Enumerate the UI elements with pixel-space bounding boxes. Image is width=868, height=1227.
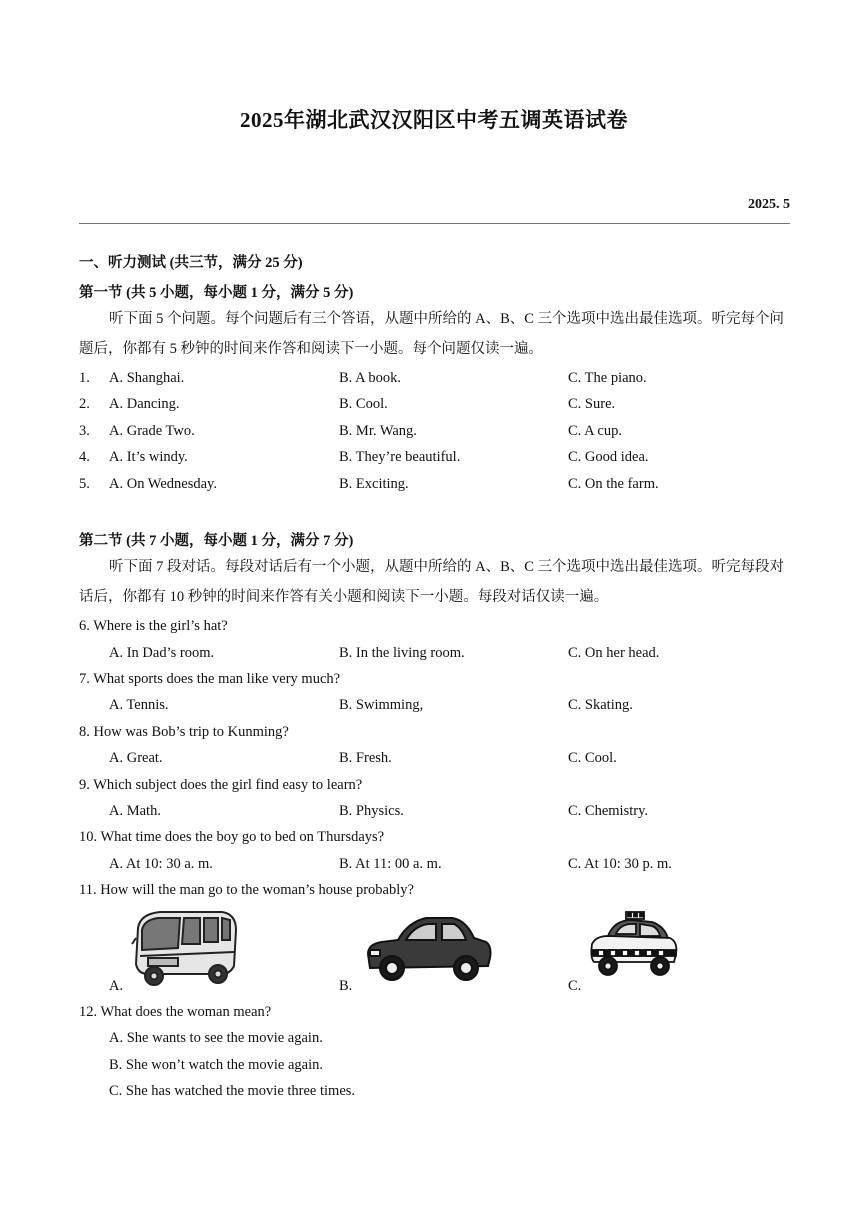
question-number: 2.	[79, 396, 90, 412]
exam-date: 2025. 5	[748, 197, 790, 212]
options-row	[79, 750, 790, 770]
option-a: A. Dancing.	[109, 396, 180, 412]
option-c: C. A cup.	[568, 423, 622, 439]
question-number: 5.	[79, 476, 90, 492]
question-text: 7. What sports does the man like very much?	[79, 671, 341, 687]
option-b: B. In the living room.	[339, 645, 465, 661]
option-c: C.	[568, 978, 582, 994]
option-b: B. Swimming,	[339, 697, 424, 713]
part1-heading: 第一节 (共 5 小题，每小题 1 分，满分 5 分)	[79, 285, 354, 301]
option-c: C. She has watched the movie three times.	[109, 1083, 356, 1099]
question-text: 11. How will the man go to the woman’s house probably?	[79, 882, 414, 898]
option-a: A. Grade Two.	[109, 423, 195, 439]
question-text: 10. What time does the boy go to bed on Thursdays?	[79, 829, 385, 845]
option-a: A. In Dad’s room.	[109, 645, 215, 661]
option-a: A. Math.	[109, 803, 161, 819]
options-row	[79, 856, 790, 876]
question-row	[79, 423, 790, 443]
header-divider	[79, 223, 790, 224]
part2-heading: 第二节 (共 7 小题，每小题 1 分，满分 7 分)	[79, 533, 354, 549]
question-text: 12. What does the woman mean?	[79, 1004, 272, 1020]
option-a: A. At 10: 30 a. m.	[109, 856, 213, 872]
section-heading: 一、听力测试 (共三节，满分 25 分)	[79, 255, 303, 271]
option-c: C. The piano.	[568, 370, 647, 386]
option-c: C. Cool.	[568, 750, 617, 766]
question-text: 9. Which subject does the girl find easy to learn?	[79, 777, 363, 793]
option-c: C. On her head.	[568, 645, 660, 661]
option-b: B. They’re beautiful.	[339, 449, 461, 465]
question-row	[79, 449, 790, 469]
option-a: A.	[109, 978, 124, 994]
option-c: C. At 10: 30 p. m.	[568, 856, 672, 872]
options-row	[79, 803, 790, 823]
question-number: 3.	[79, 423, 90, 439]
option-b: B. Exciting.	[339, 476, 409, 492]
question-number: 1.	[79, 370, 90, 386]
option-b: B.	[339, 978, 353, 994]
question-text: 8. How was Bob’s trip to Kunming?	[79, 724, 289, 740]
option-c: C. Skating.	[568, 697, 633, 713]
option-c: C. Good idea.	[568, 449, 649, 465]
bus-icon	[130, 908, 242, 988]
part2-instructions: 听下面 7 段对话。每段对话后有一个小题，从题中所给的 A、B、C 三个选项中选出最佳选项。听完每段对话后，你都有 10 秒钟的时间来作答有关小题和阅读下一小题。每段对话仅读一遍。	[79, 559, 785, 605]
option-b: B. A book.	[339, 370, 402, 386]
option-a: A. It’s windy.	[109, 449, 188, 465]
option-b: B. Cool.	[339, 396, 388, 412]
options-row	[79, 645, 790, 665]
option-a: A. Great.	[109, 750, 163, 766]
car-icon	[362, 910, 494, 984]
option-a: A. Tennis.	[109, 697, 169, 713]
option-c: C. Sure.	[568, 396, 616, 412]
option-a: A. Shanghai.	[109, 370, 185, 386]
option-c: C. Chemistry.	[568, 803, 649, 819]
taxi-icon	[588, 910, 680, 980]
part1-instructions: 听下面 5 个问题。每个问题后有三个答语，从题中所给的 A、B、C 三个选项中选出最佳选项。听完每个问题后，你都有 5 秒钟的时间来作答和阅读下一小题。每个问题仅读一遍。	[79, 311, 785, 357]
option-b: B. At 11: 00 a. m.	[339, 856, 442, 872]
question-row	[79, 370, 790, 390]
page-title: 2025年湖北武汉汉阳区中考五调英语试卷	[240, 108, 628, 132]
question-row	[79, 396, 790, 416]
option-b: B. Physics.	[339, 803, 404, 819]
question-number: 4.	[79, 449, 90, 465]
option-a: A. On Wednesday.	[109, 476, 217, 492]
option-b: B. Mr. Wang.	[339, 423, 417, 439]
question-text: 6. Where is the girl’s hat?	[79, 618, 228, 634]
question-row	[79, 476, 790, 496]
option-b: B. Fresh.	[339, 750, 392, 766]
option-c: C. On the farm.	[568, 476, 659, 492]
option-a: A. She wants to see the movie again.	[109, 1030, 323, 1046]
options-row	[79, 697, 790, 717]
option-b: B. She won’t watch the movie again.	[109, 1057, 323, 1073]
